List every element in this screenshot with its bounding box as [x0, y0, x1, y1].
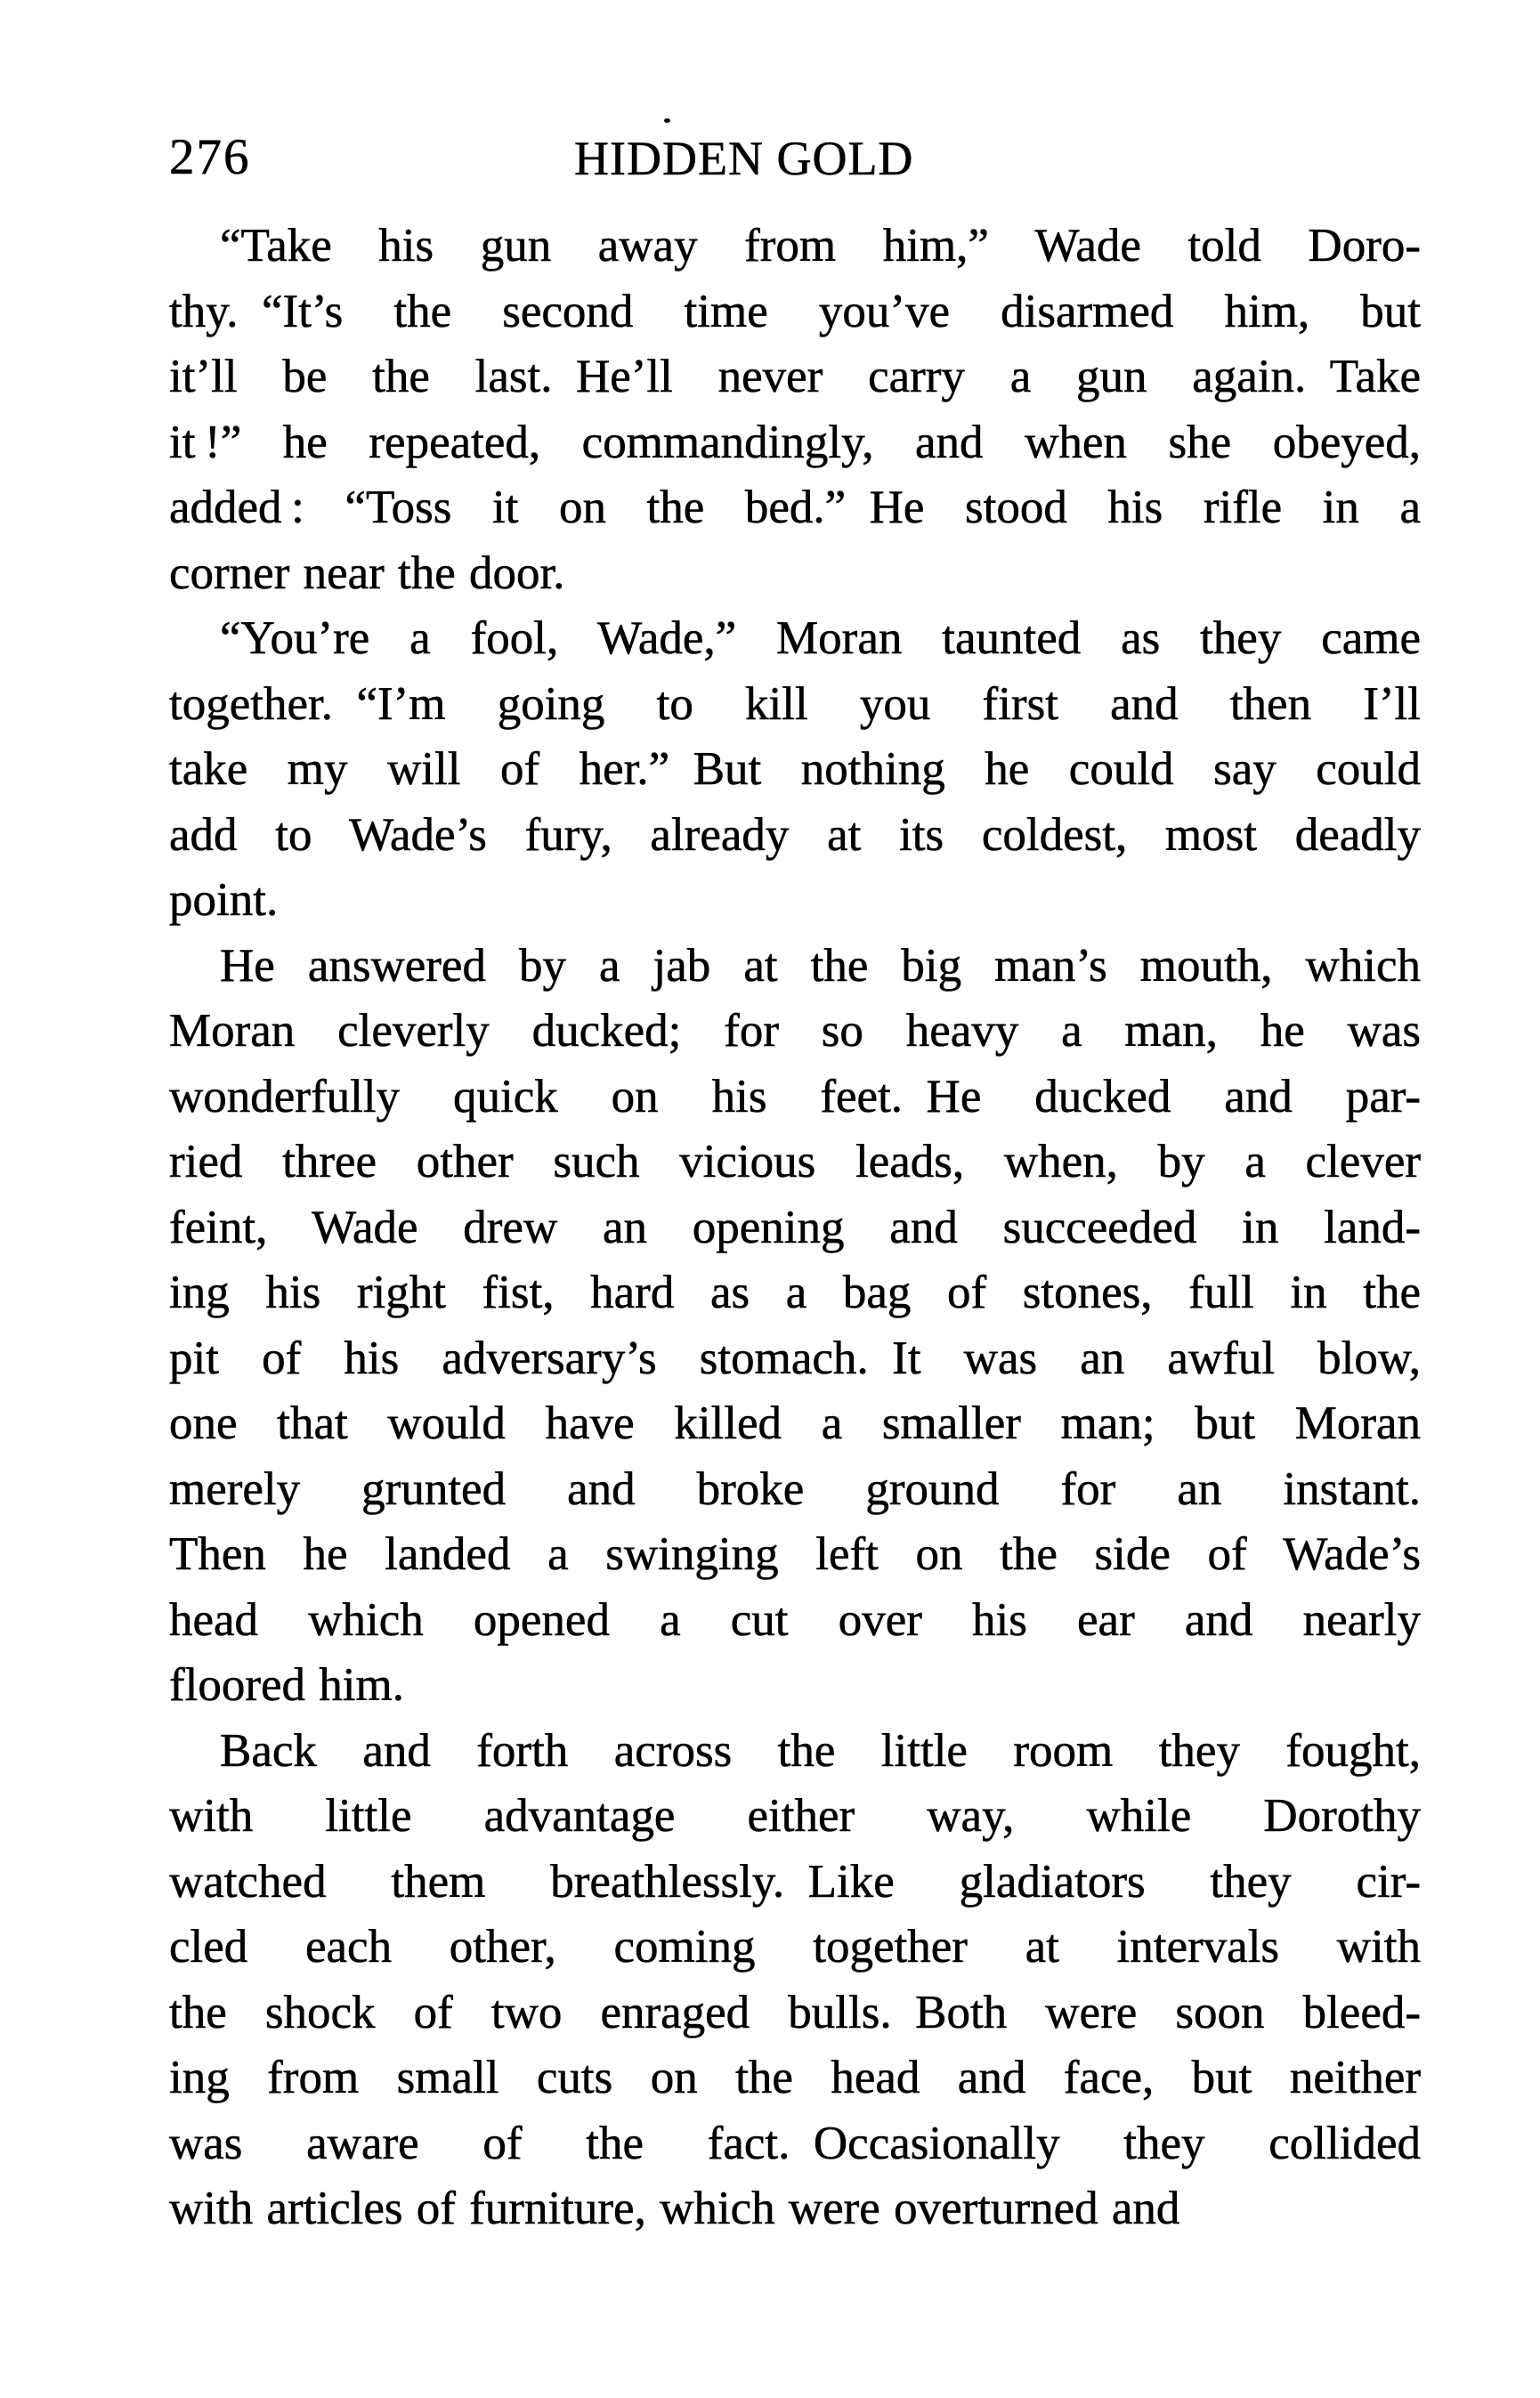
page-body: [169, 214, 1421, 2242]
text-line: Back and forth across the little room they fought,: [220, 1724, 1421, 1777]
text-line: ing from small cuts on the head and face, but neither: [169, 2052, 1421, 2103]
text-line: the shock of two enraged bulls. Both were soon bleed-: [169, 1986, 1421, 2038]
text-line: cled each other, coming together at intervals with: [169, 1921, 1421, 1973]
text-line: “Take his gun away from him,” Wade told Doro-: [220, 220, 1421, 271]
text-line: together. “I’m going to kill you first and then I’ll: [169, 677, 1421, 730]
text-line: take my will of her.” But nothing he could say could: [169, 743, 1421, 795]
text-line: point.: [169, 874, 279, 926]
text-line: pit of his adversary’s stomach. It was an awful blow,: [169, 1332, 1421, 1384]
text-line: it !” he repeated, commandingly, and when she obeyed,: [169, 416, 1421, 468]
text-line: feint, Wade drew an opening and succeeded in land-: [169, 1201, 1421, 1253]
text-line: watched them breathlessly. Like gladiators they cir-: [169, 1855, 1421, 1908]
text-line: thy. “It’s the second time you’ve disarmed him, but: [169, 285, 1421, 337]
page-number: 276: [169, 129, 251, 185]
text-line: was aware of the fact. Occasionally they collided: [169, 2117, 1421, 2169]
text-line: ried three other such vicious leads, when, by a clever: [169, 1136, 1421, 1187]
ink-speck: [664, 118, 670, 123]
text-line: head which opened a cut over his ear and nearly: [169, 1593, 1421, 1646]
running-title: HIDDEN GOLD: [574, 132, 914, 185]
text-line: ing his right fist, hard as a bag of stones, full in the: [169, 1267, 1421, 1318]
text-line: He answered by a jab at the big man’s mouth, which: [220, 939, 1421, 992]
text-line: added : “Toss it on the bed.” He stood his rifle in a: [169, 482, 1421, 533]
text-line: Then he landed a swinging left on the side of Wade’s: [169, 1528, 1421, 1580]
text-line: corner near the door.: [169, 547, 565, 599]
text-line: wonderfully quick on his feet. He ducked and par-: [169, 1070, 1421, 1122]
text-line: it’ll be the last. He’ll never carry a gun again. Take: [169, 351, 1421, 402]
text-line: floored him.: [169, 1659, 404, 1711]
text-line: add to Wade’s fury, already at its coldest, most deadly: [169, 808, 1421, 861]
text-line: one that would have killed a smaller man; but Moran: [169, 1397, 1421, 1449]
text-line: with articles of furniture, which were overturned and: [169, 2183, 1180, 2234]
text-line: “You’re a fool, Wade,” Moran taunted as they came: [220, 612, 1421, 664]
text-line: merely grunted and broke ground for an instant.: [169, 1462, 1421, 1515]
text-line: Moran cleverly ducked; for so heavy a man, he was: [169, 1005, 1421, 1057]
text-line: with little advantage either way, while Dorothy: [169, 1790, 1421, 1842]
